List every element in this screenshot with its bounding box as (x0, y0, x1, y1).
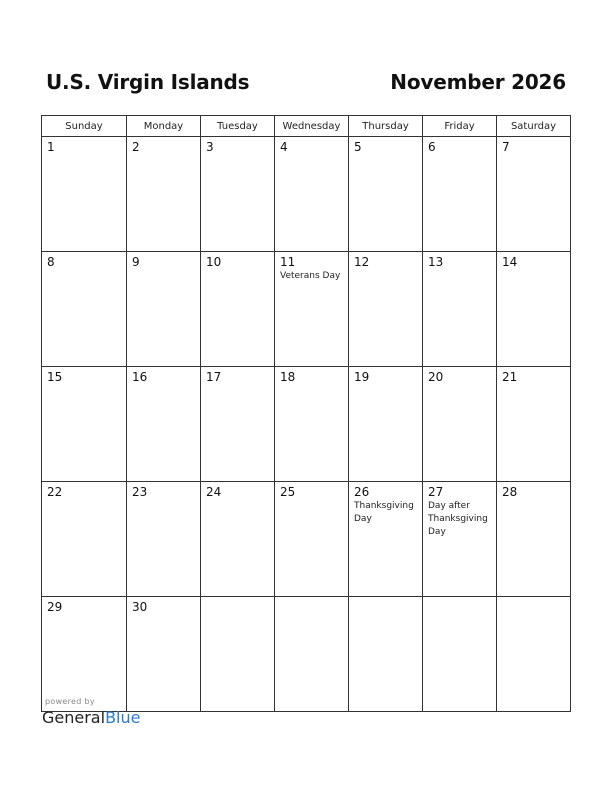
day-number: 27 (428, 485, 444, 499)
region-title: U.S. Virgin Islands (46, 70, 250, 94)
weekday-header-saturday: Saturday (497, 116, 571, 137)
day-cell (42, 482, 127, 597)
weekday-header-tuesday: Tuesday (201, 116, 275, 137)
day-cell (349, 597, 423, 712)
day-number: 26 (354, 485, 370, 499)
weekday-header-monday: Monday (127, 116, 201, 137)
day-cell (127, 482, 201, 597)
day-number: 19 (354, 370, 370, 384)
day-cell (201, 367, 275, 482)
day-cell (201, 482, 275, 597)
day-number: 6 (428, 140, 436, 154)
day-number: 23 (132, 485, 148, 499)
month-year-title: November 2026 (390, 70, 566, 94)
weekday-header-thursday: Thursday (349, 116, 423, 137)
day-number: 30 (132, 600, 148, 614)
weekday-header-wednesday: Wednesday (275, 116, 349, 137)
day-number: 17 (206, 370, 222, 384)
day-cell (275, 137, 349, 252)
day-number: 24 (206, 485, 222, 499)
day-number: 14 (502, 255, 518, 269)
day-cell (275, 367, 349, 482)
day-number: 20 (428, 370, 444, 384)
day-cell (497, 597, 571, 712)
day-number: 5 (354, 140, 362, 154)
day-cell (423, 367, 497, 482)
brand-general-text: General (42, 708, 106, 727)
week-row (42, 367, 571, 482)
day-number: 1 (47, 140, 55, 154)
day-cell (275, 597, 349, 712)
day-cell (423, 137, 497, 252)
day-cell (42, 252, 127, 367)
day-cell (127, 367, 201, 482)
holiday-label: Thanksgiving Day (354, 501, 414, 524)
day-number: 15 (47, 370, 63, 384)
day-cell (423, 597, 497, 712)
day-number: 13 (428, 255, 444, 269)
day-cell (497, 367, 571, 482)
day-number: 7 (502, 140, 510, 154)
day-cell (423, 482, 497, 597)
day-number: 10 (206, 255, 222, 269)
weekday-header-row (42, 116, 571, 137)
day-number: 28 (502, 485, 518, 499)
day-cell (42, 367, 127, 482)
day-number: 16 (132, 370, 148, 384)
weekday-header-sunday: Sunday (42, 116, 127, 137)
week-row (42, 597, 571, 712)
day-number: 4 (280, 140, 288, 154)
generalblue-logo[interactable] (42, 708, 140, 727)
day-cell (349, 137, 423, 252)
week-row (42, 252, 571, 367)
day-cell (349, 482, 423, 597)
day-number: 3 (206, 140, 214, 154)
day-cell (497, 137, 571, 252)
day-cell (275, 482, 349, 597)
week-row (42, 482, 571, 597)
day-number: 12 (354, 255, 370, 269)
day-number: 9 (132, 255, 140, 269)
calendar-grid (41, 115, 571, 712)
day-cell (349, 252, 423, 367)
day-cell (127, 252, 201, 367)
day-cell (127, 597, 201, 712)
day-cell (42, 137, 127, 252)
day-number: 22 (47, 485, 63, 499)
day-number: 11 (280, 255, 296, 269)
day-cell (127, 137, 201, 252)
day-cell (201, 252, 275, 367)
week-row (42, 137, 571, 252)
holiday-label: Day after Thanksgiving Day (428, 501, 488, 537)
day-number: 29 (47, 600, 63, 614)
powered-by-label: powered by (45, 697, 95, 706)
weekday-header-friday: Friday (423, 116, 497, 137)
day-number: 8 (47, 255, 55, 269)
day-cell (201, 137, 275, 252)
brand-blue-text: Blue (105, 708, 141, 727)
day-cell (423, 252, 497, 367)
day-cell (201, 597, 275, 712)
holiday-label: Veterans Day (280, 271, 341, 281)
day-cell (497, 482, 571, 597)
day-number: 25 (280, 485, 296, 499)
day-cell (497, 252, 571, 367)
day-number: 18 (280, 370, 296, 384)
day-number: 21 (502, 370, 518, 384)
day-cell (349, 367, 423, 482)
day-cell (42, 597, 127, 712)
day-number: 2 (132, 140, 140, 154)
day-cell (275, 252, 349, 367)
